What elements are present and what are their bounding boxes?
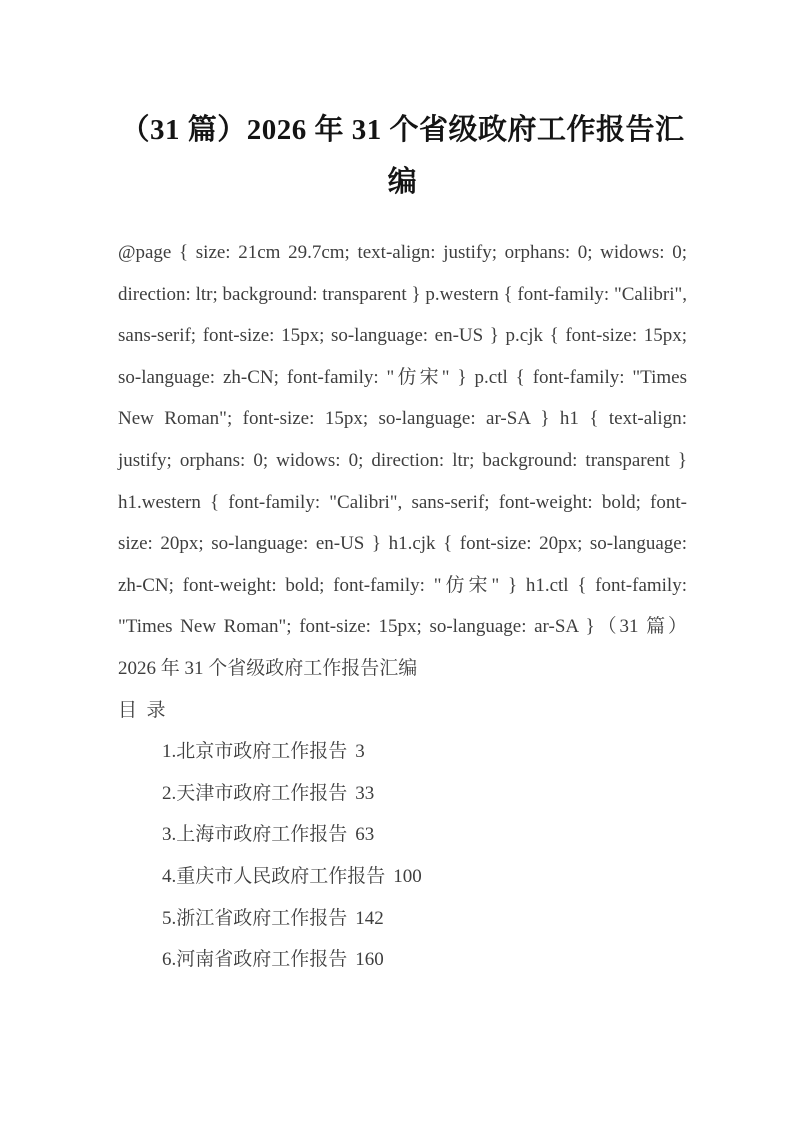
toc-entry-page: 160	[355, 949, 384, 971]
toc-list	[118, 731, 687, 981]
toc-entry-page: 63	[355, 824, 375, 846]
toc-entry-label: 2.天津市政府工作报告	[162, 782, 348, 804]
toc-entry	[118, 773, 687, 815]
toc-entry-label: 1.北京市政府工作报告	[162, 741, 348, 763]
toc-entry-label: 3.上海市政府工作报告	[162, 824, 348, 846]
toc-entry-label: 6.河南省政府工作报告	[162, 949, 348, 971]
toc-entry-page: 33	[355, 782, 375, 804]
toc-entry	[118, 898, 687, 940]
document-title: （31 篇）2026 年 31 个省级政府工作报告汇编	[120, 114, 685, 198]
toc-entry	[118, 731, 687, 773]
toc-entry	[118, 939, 687, 981]
toc-heading: 目 录	[118, 699, 166, 721]
toc-entry-page: 100	[393, 865, 422, 887]
toc-entry	[118, 856, 687, 898]
toc-entry-label: 5.浙江省政府工作报告	[162, 907, 348, 929]
style-definition-text: @page { size: 21cm 29.7cm; text-align: justify; orphans: 0; widows: 0; direction: ltr; background: transparent } p.western { font-family: "Calibri", sans-serif; font-size: 15px; so-language: en-US } p.cjk { font-size: 15px; so-language: zh-CN; font-family: "仿宋" } p.ctl { font-family: "Times New Roman"; font-size: 15px; so-language: ar-SA } h1 { text-align: justify; orphans: 0; widows: 0; direction: ltr; background: transparent } h1.western { font-family: "Calibri", sans-serif; font-weight: bold; font-size: 20px; so-language: en-US } h1.cjk { font-size: 20px; so-language: zh-CN; font-weight: bold; font-family: "仿宋" } h1.ctl { font-family: "Times New Roman"; font-size: 15px; so-language: ar-SA }（31 篇）2026 年 31 个省级政府工作报告汇编	[118, 242, 687, 679]
toc-entry-page: 3	[355, 741, 365, 763]
toc-entry-page: 142	[355, 907, 384, 929]
toc-entry-label: 4.重庆市人民政府工作报告	[162, 865, 386, 887]
toc-entry	[118, 814, 687, 856]
